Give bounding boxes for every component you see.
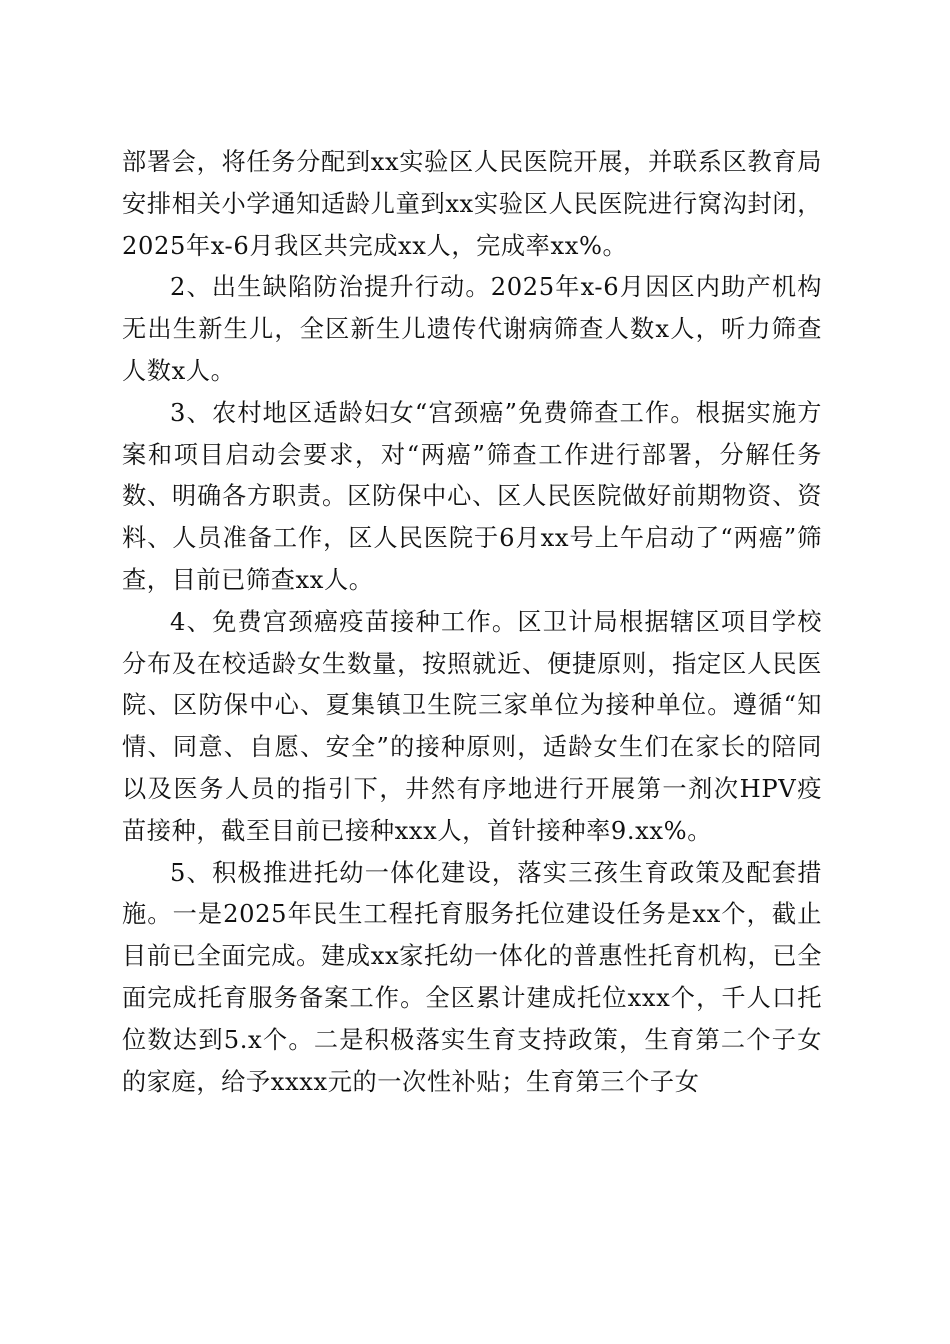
document-page: [122, 142, 822, 1103]
paragraph-cervical-cancer-screening: 3、农村地区适龄妇女“宫颈癌”免费筛查工作。根据实施方案和项目启动会要求，对“两癌”筛查工作进行部署，分解任务数、明确各方职责。区防保中心、区人民医院做好前期物资、资料、人员准备工作，区人民医院于6月xx号上午启动了“两癌”筛查，目前已筛查xx人。: [122, 398, 822, 594]
paragraph-birth-defect-prevention: 2、出生缺陷防治提升行动。2025年x-6月因区内助产机构无出生新生儿，全区新生儿遗传代谢病筛查人数x人，听力筛查人数x人。: [122, 273, 822, 385]
paragraph-hpv-vaccination: 4、免费宫颈癌疫苗接种工作。区卫计局根据辖区项目学校分布及在校适龄女生数量，按照就近、便捷原则，指定区人民医院、区防保中心、夏集镇卫生院三家单位为接种单位。遵循“知情、同意、自愿、安全”的接种原则，适龄女生们在家长的陪同以及医务人员的指引下，井然有序地进行开展第一剂次HPV疫苗接种，截至目前已接种xxx人，首针接种率9.xx%。: [122, 607, 822, 845]
paragraph-continuation-sealant: 部署会，将任务分配到xx实验区人民医院开展，并联系区教育局安排相关小学通知适龄儿童到xx实验区人民医院进行窝沟封闭，2025年x-6月我区共完成xx人，完成率xx%。: [122, 148, 822, 260]
paragraph-childcare-integration: 5、积极推进托幼一体化建设，落实三孩生育政策及配套措施。一是2025年民生工程托育服务托位建设任务是xx个，截止目前已全面完成。建成xx家托幼一体化的普惠性托育机构，已全面完成托育服务备案工作。全区累计建成托位xxx个，千人口托位数达到5.x个。二是积极落实生育支持政策，生育第二个子女的家庭，给予xxxx元的一次性补贴；生育第三个子女: [122, 858, 822, 1096]
